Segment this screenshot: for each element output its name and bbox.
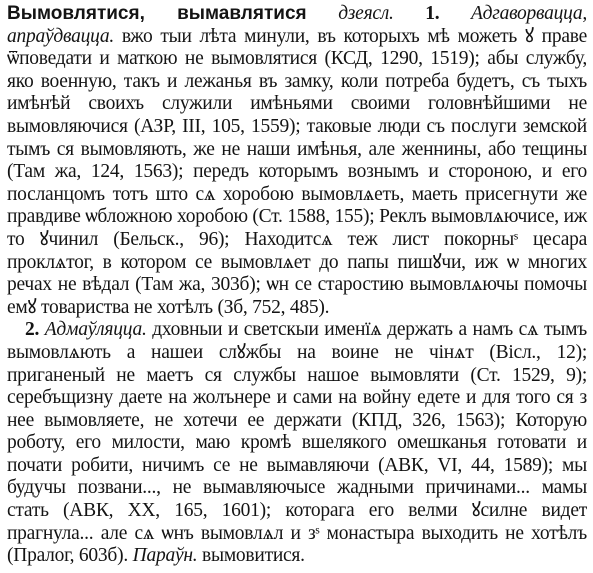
sense-text-2: дховныи и светскыи именїѧ держать а намъ сѧ тымъ вымовлѧють а нашеи слꙋжбы на воине не чінѧт (Віcл., 12); приганеный не маетъ ся службы нашое вымовляти (Ст. 1529, 9); серебъщизну даете на жолънере и сами на войну едете и для того ся з нее вымовляете, не хотечи ее держати (КПД, 326, 1563); Которую роботу, его милости, маю кромѣ вшелякого омешканья готовати и почати робити, ничимъ се не вымавляючи (АВК, VI, 44, 1589); мы будучы позвани..., не вымавляючысе жадными причинами... мамы стать (АВК, XX, 165, 1601); которага его велми ꙋсилне видет прагнула... але сѧ ѡнъ вымовлѧл и зˢ монастыра выходить не хотѣлъ (Пралог, 603б).: [7, 319, 587, 567]
dictionary-entry: [7, 3, 587, 568]
sense-number-2: 2.: [25, 319, 40, 341]
sense-text-1: вжо тыи лѣта минули, въ которыхъ мѣ можеть ꙋ праве ѿповедати и маткою не вымовлятися (КСД, 1290, 1519); абы службу, яко военную, такъ и лежанья въ замку, коли потреба будетъ, съ тыхъ имѣнѣй своихъ служили имѣньями своими головнѣйшими не вымовляючися (АЗР, III, 105, 1559); таковые люди съ послуги земской тымъ ся вымовляють, же не наши имѣнья, але женнины, або тещины (Там жа, 124, 1563); передъ которымъ вознымъ и стороною, и его посланцомъ тотъ што сѧ хоробою вымовлѧеть, маеть присегнути же правдиве ѡбложною хоробою (Ст. 1588, 155); Реклъ вымовлѧючисе, иж то ꙋчинил (Бельск., 96); Находитсѧ теж лист покорныˢ цесара проклѧтог, в котором се вымовлѧет до папы пишꙋчи, иж ѡ многих речах не вѣдал (Там жа, 303б); ѡн се старостию вымовлѧючы помочы емꙋ товариства не хотѣлъ (Зб, 752, 485).: [7, 25, 587, 318]
part-of-speech: дзеясл.: [338, 3, 394, 24]
compare-word: вымовитися.: [202, 545, 305, 567]
sense-number-1: 1.: [425, 3, 440, 24]
entry-headword: Вымовлятися, вымавлятися: [7, 3, 307, 24]
sense-gloss-1: Адгаворвацца, апраўдвацца.: [7, 3, 587, 47]
entry-sense-2: [7, 319, 587, 568]
entry-sense-1: [7, 3, 587, 319]
sense-gloss-2: Адмаўляцца.: [44, 319, 147, 341]
compare-label: Параўн.: [132, 545, 198, 567]
